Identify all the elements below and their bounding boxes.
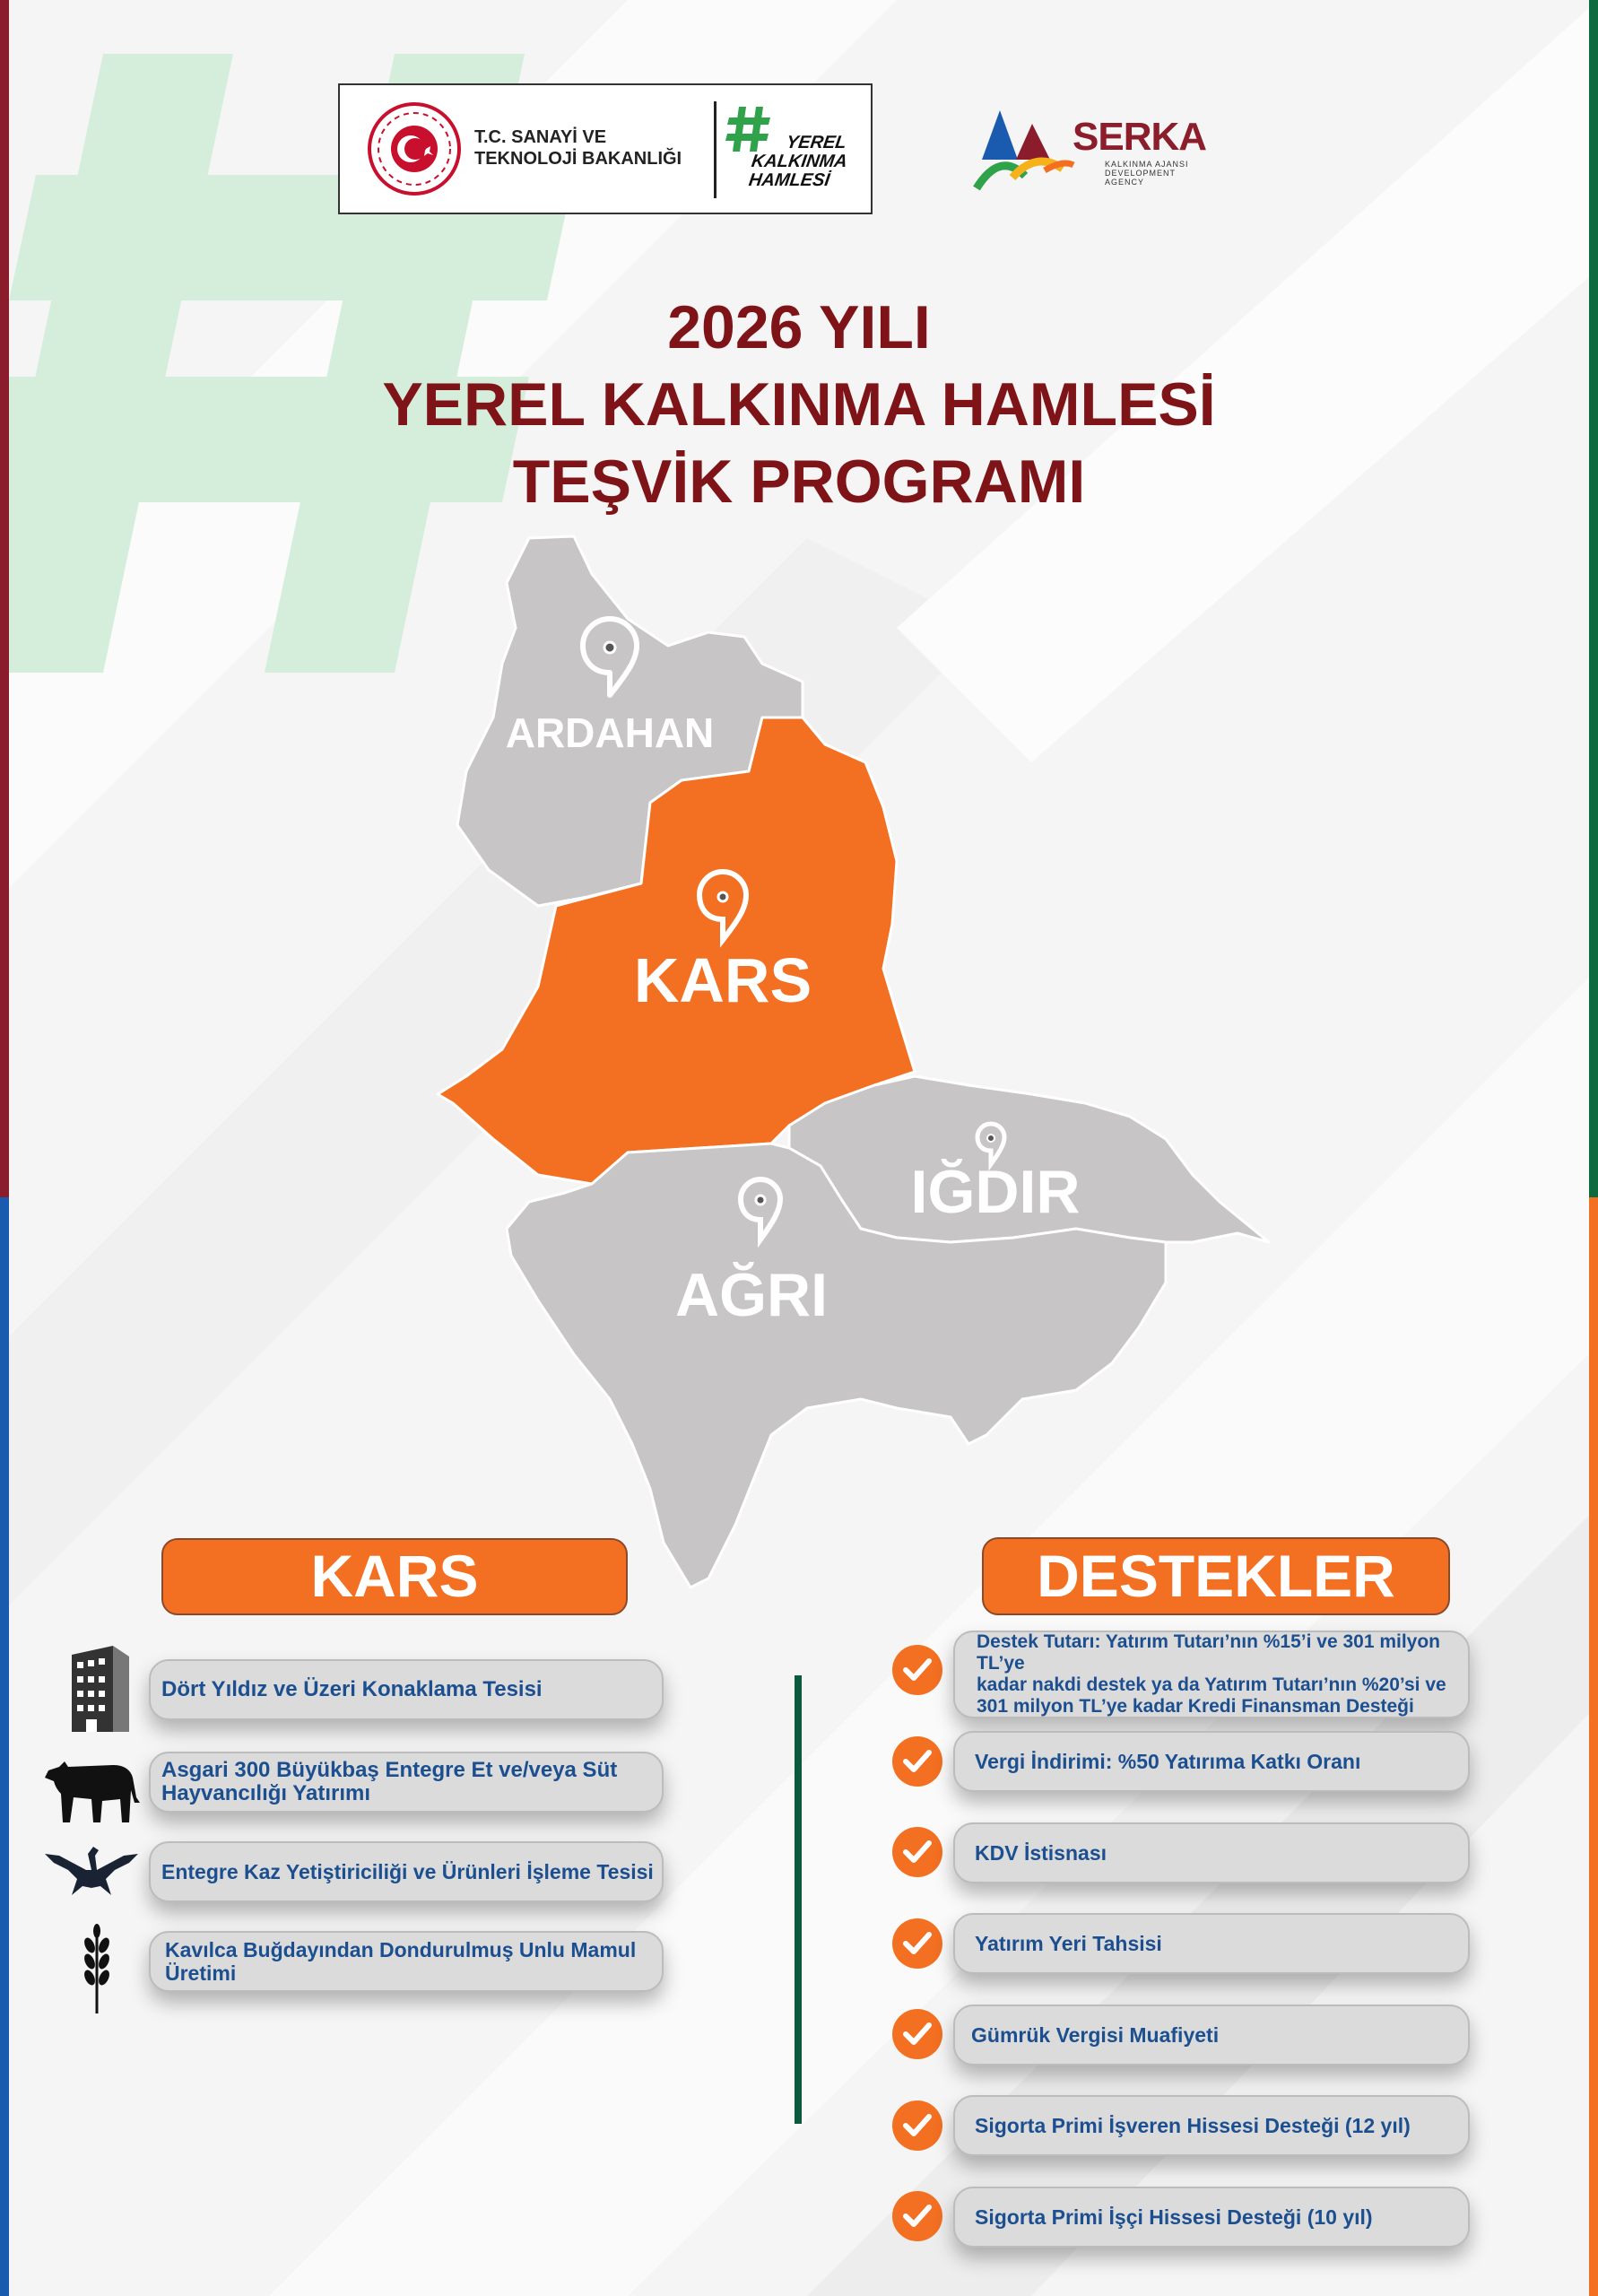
check-icon [892, 2100, 942, 2151]
check-icon [892, 1736, 942, 1787]
kars-heading: KARS [161, 1538, 628, 1615]
sector-label-livestock-line-1: Asgari 300 Büyükbaş Entegre Et ve/veya Süt [161, 1758, 618, 1782]
support-card-tax-reduction [953, 1731, 1470, 1792]
sector-label-livestock [161, 1759, 617, 1805]
support-label-land: Yatırım Yeri Tahsisi [975, 1931, 1162, 1955]
cow-icon [43, 1758, 143, 1824]
check-icon [892, 2191, 942, 2241]
sector-card-hotel [149, 1659, 664, 1720]
support-card-worker-premium [953, 2187, 1470, 2248]
check-icon [892, 1827, 942, 1877]
goose-icon [43, 1843, 140, 1899]
support-label-amount [977, 1631, 1468, 1718]
sector-label-goose: Entegre Kaz Yetiştiriciliği ve Ürünleri İşleme Tesisi [161, 1860, 654, 1883]
support-label-amount-line-3: 301 milyon TL’ye kadar Kredi Finansman Desteği [977, 1696, 1414, 1717]
support-label-employer-premium: Sigorta Primi İşveren Hissesi Desteği (12 yıl) [975, 2113, 1411, 2137]
support-label-amount-line-2: kadar nakdi destek ya da Yatırım Tutarı’nın %20’si ve [977, 1674, 1446, 1695]
title-line-1: 2026 YILI [667, 293, 931, 361]
program-logo-line-1: YEREL [785, 133, 848, 152]
sector-label-hotel: Dört Yıldız ve Üzeri Konaklama Tesisi [161, 1677, 543, 1701]
title-line-2: YEREL KALKINMA HAMLESİ [382, 370, 1216, 439]
support-label-worker-premium: Sigorta Primi İşçi Hissesi Desteği (10 yıl) [975, 2205, 1373, 2229]
ministry-line-1: T.C. SANAYİ VE [474, 127, 607, 147]
agency-name: SERKA [1073, 115, 1207, 159]
sector-label-wheat-line-2: Üretimi [165, 1961, 237, 1985]
title-line-3: TEŞVİK PROGRAMI [512, 448, 1086, 516]
map-label-ardahan: ARDAHAN [505, 709, 715, 756]
wheat-icon [81, 1924, 113, 2015]
check-icon [892, 1918, 942, 1969]
map-label-agri: AĞRI [675, 1261, 828, 1329]
ministry-line-2: TEKNOLOJİ BAKANLIĞI [474, 149, 682, 169]
support-label-customs: Gümrük Vergisi Muafiyeti [971, 2022, 1220, 2047]
support-label-tax-reduction: Vergi İndirimi: %50 Yatırıma Katkı Oranı [975, 1749, 1361, 1773]
agency-subtitle-en: DEVELOPMENT AGENCY [1105, 169, 1176, 187]
support-card-customs [953, 2005, 1470, 2066]
support-card-employer-premium [953, 2095, 1470, 2156]
map-label-igdir: IĞDIR [910, 1158, 1081, 1226]
panel-divider [795, 1675, 802, 2124]
support-label-amount-line-1: Destek Tutarı: Yatırım Tutarı’nın %15’i ve 301 milyon TL’ye [977, 1631, 1441, 1674]
sector-label-livestock-line-2: Hayvancılığı Yatırımı [161, 1781, 371, 1805]
sector-card-livestock [149, 1752, 664, 1813]
building-icon [68, 1644, 133, 1734]
sector-label-wheat [165, 1938, 636, 1985]
sector-card-goose [149, 1841, 664, 1902]
agency-subtitle-tr: KALKINMA AJANSI [1105, 160, 1189, 169]
support-label-vat: KDV İstisnası [975, 1840, 1107, 1865]
sector-label-wheat-line-1: Kavılca Buğdayından Dondurulmuş Unlu Mamul [165, 1938, 637, 1961]
support-card-vat [953, 1822, 1470, 1883]
check-icon [892, 1645, 942, 1695]
check-icon [892, 2009, 942, 2059]
map-label-kars: KARS [633, 945, 812, 1015]
support-card-amount [953, 1631, 1470, 1718]
destekler-heading: DESTEKLER [982, 1537, 1450, 1615]
support-card-land [953, 1913, 1470, 1974]
sector-card-wheat [149, 1931, 664, 1992]
program-logo-line-3: HAMLESİ [747, 170, 831, 190]
program-logo-line-2: KALKINMA [750, 152, 849, 171]
